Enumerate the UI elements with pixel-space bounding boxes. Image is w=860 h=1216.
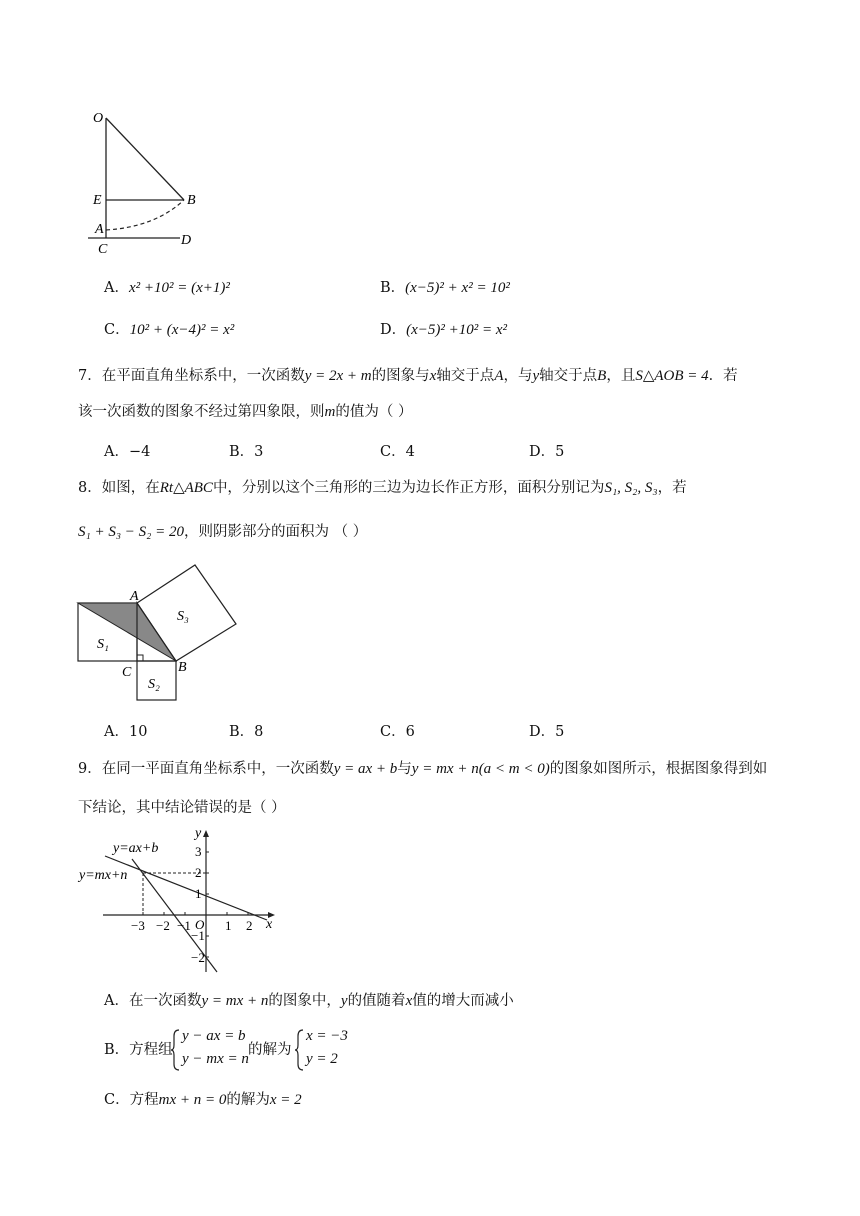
- option-letter: B．: [229, 724, 255, 740]
- label-e: E: [93, 193, 102, 208]
- text: 的解为: [226, 1092, 270, 1108]
- option-value: −4: [128, 444, 151, 460]
- var: B: [597, 368, 607, 384]
- q7-option-c[interactable]: [380, 440, 415, 461]
- text: 7．在平面直角坐标系中，一次函数: [78, 368, 305, 384]
- tick-y-3: 3: [195, 844, 202, 859]
- q8-option-d[interactable]: [529, 720, 564, 741]
- q8-option-b[interactable]: [229, 720, 263, 741]
- q6-option-b[interactable]: [380, 276, 510, 297]
- text: ，且: [606, 368, 636, 384]
- q8-option-c[interactable]: [380, 720, 415, 741]
- label-y-axis: y: [195, 826, 202, 841]
- equation: mx + n = 0: [158, 1092, 227, 1108]
- option-value: 5: [555, 444, 565, 460]
- q8-stem-line2: [78, 522, 367, 542]
- label-origin: O: [195, 917, 205, 932]
- q9-stem-line1: [78, 759, 767, 779]
- option-letter: B．: [229, 444, 255, 460]
- option-letter: B．: [104, 1042, 130, 1058]
- label-c: C: [122, 665, 132, 680]
- equation: y = mx + n: [201, 993, 269, 1009]
- option-letter: D．: [529, 444, 556, 460]
- q7-option-b[interactable]: [229, 440, 263, 461]
- text: 轴交于点: [436, 368, 495, 384]
- q7-stem-line1: [78, 366, 738, 386]
- option-letter: C．: [104, 322, 130, 338]
- text: 轴交于点: [539, 368, 598, 384]
- option-letter: D．: [380, 322, 407, 338]
- var: y: [532, 368, 540, 384]
- text: ，则阴影部分的面积为 （ ）: [184, 524, 368, 540]
- solution-y: y = 2: [306, 1051, 338, 1067]
- option-letter: A．: [104, 724, 129, 740]
- text: 中，分别以这个三角形的三边为边长作正方形，面积分别记为: [212, 480, 605, 496]
- option-letter: C．: [380, 724, 406, 740]
- option-expr: (x−5)² + x² = 10²: [405, 280, 510, 296]
- equation: y = mx + n(a < m < 0): [411, 761, 550, 777]
- var: x: [405, 993, 413, 1009]
- q7-stem-line2: [78, 402, 412, 422]
- q9-option-b-mid: [248, 1040, 292, 1060]
- text: 在一次函数: [128, 993, 202, 1009]
- equation: y = 2x + m: [304, 368, 372, 384]
- option-value: 8: [254, 724, 264, 740]
- q8-stem-line1: [78, 478, 687, 498]
- label-c: C: [98, 242, 108, 257]
- q9-option-b[interactable]: [104, 1040, 173, 1060]
- option-expr: (x−5)² +10² = x²: [406, 322, 508, 338]
- text: 9．在同一平面直角坐标系中，一次函数: [78, 761, 334, 777]
- tick-x-2: 2: [246, 918, 253, 933]
- text: 8．如图，在: [78, 480, 160, 496]
- q7-option-a[interactable]: [104, 440, 150, 461]
- option-letter: C．: [380, 444, 406, 460]
- label-o: O: [93, 111, 104, 126]
- tick-y-neg1: −1: [191, 928, 205, 943]
- tick-x-neg1: −1: [177, 918, 191, 933]
- label-x-axis: x: [266, 917, 273, 932]
- label-s2: S₂: [148, 677, 160, 692]
- equation: S₁ + S₃ − S₂ = 20: [78, 524, 185, 540]
- label-b: B: [187, 193, 196, 208]
- line-mx-n: [105, 856, 267, 920]
- label-a: A: [130, 589, 139, 604]
- q9-option-a[interactable]: [104, 991, 514, 1011]
- figure-q9-graph: [75, 822, 285, 977]
- tick-x-neg2: −2: [156, 918, 170, 933]
- var: x: [429, 368, 437, 384]
- text: 的图象如图所示，根据图象得到如: [549, 761, 768, 777]
- arc-ab: [106, 200, 184, 230]
- equation: y = ax + b: [333, 761, 398, 777]
- text: 方程组: [129, 1042, 173, 1058]
- text: ，与: [503, 368, 533, 384]
- text: 与: [397, 761, 412, 777]
- label-s3: S₃: [177, 609, 189, 624]
- equation: S△AOB = 4: [635, 368, 709, 384]
- option-letter: B．: [380, 280, 406, 296]
- label-d: D: [181, 233, 192, 248]
- text: 的值为（ ）: [335, 404, 413, 420]
- solution-x: x = −3: [306, 1028, 348, 1044]
- option-letter: A．: [104, 444, 129, 460]
- q6-option-c[interactable]: [104, 318, 234, 339]
- label-a: A: [95, 222, 104, 237]
- tick-y-1: 1: [195, 886, 202, 901]
- label-mx-n: y=mx+n: [79, 868, 128, 883]
- figure-q8: [75, 560, 245, 705]
- q6-option-d[interactable]: [380, 318, 507, 339]
- label-ax-b: y=ax+b: [113, 841, 159, 856]
- var: y: [340, 993, 348, 1009]
- option-value: 4: [405, 444, 415, 460]
- q7-option-d[interactable]: [529, 440, 564, 461]
- text: 该一次函数的图象不经过第四象限，则: [78, 404, 325, 420]
- system-eq2: y − mx = n: [182, 1051, 249, 1067]
- option-value: 10: [128, 724, 148, 740]
- option-letter: C．: [104, 1092, 130, 1108]
- option-expr: x² +10² = (x+1)²: [128, 280, 230, 296]
- var: A: [494, 368, 504, 384]
- tick-x-1: 1: [225, 918, 232, 933]
- y-axis-arrow: [203, 830, 209, 837]
- segment-ob: [106, 118, 184, 200]
- equation: Rt△ABC: [159, 480, 213, 496]
- option-letter: A．: [104, 280, 129, 296]
- var: m: [324, 404, 336, 420]
- tick-y-neg2: −2: [191, 950, 205, 965]
- q6-option-a[interactable]: [104, 276, 230, 297]
- system-eq1: y − ax = b: [182, 1028, 246, 1044]
- text: 值的增大而减小: [412, 993, 514, 1009]
- text: 下结论，其中结论错误的是（ ）: [78, 800, 286, 816]
- tick-y-2: 2: [195, 865, 202, 880]
- option-letter: D．: [529, 724, 556, 740]
- label-s1: S₁: [97, 637, 109, 652]
- figure-q6: [85, 105, 215, 260]
- tick-x-neg3: −3: [131, 918, 145, 933]
- option-value: 3: [254, 444, 264, 460]
- equation: S₁, S₂, S₃: [604, 480, 658, 496]
- text: 的图象中，: [268, 993, 341, 1009]
- text: 方程: [129, 1092, 159, 1108]
- q8-option-a[interactable]: [104, 720, 147, 741]
- q9-stem-line2: [78, 798, 286, 818]
- option-letter: A．: [104, 993, 129, 1009]
- text: 的图象与: [371, 368, 430, 384]
- right-angle-mark: [137, 655, 143, 661]
- text: ，若: [657, 480, 687, 496]
- q9-option-c[interactable]: [104, 1090, 302, 1110]
- text: 的值随着: [347, 993, 406, 1009]
- left-brace-icon: [170, 1028, 180, 1072]
- option-expr: 10² + (x−4)² = x²: [129, 322, 235, 338]
- label-b: B: [178, 660, 187, 675]
- left-brace-icon: [294, 1028, 304, 1072]
- text: ．若: [708, 368, 738, 384]
- option-value: 6: [405, 724, 415, 740]
- equation: x = 2: [269, 1092, 302, 1108]
- option-value: 5: [555, 724, 565, 740]
- text: 的解为: [248, 1042, 292, 1058]
